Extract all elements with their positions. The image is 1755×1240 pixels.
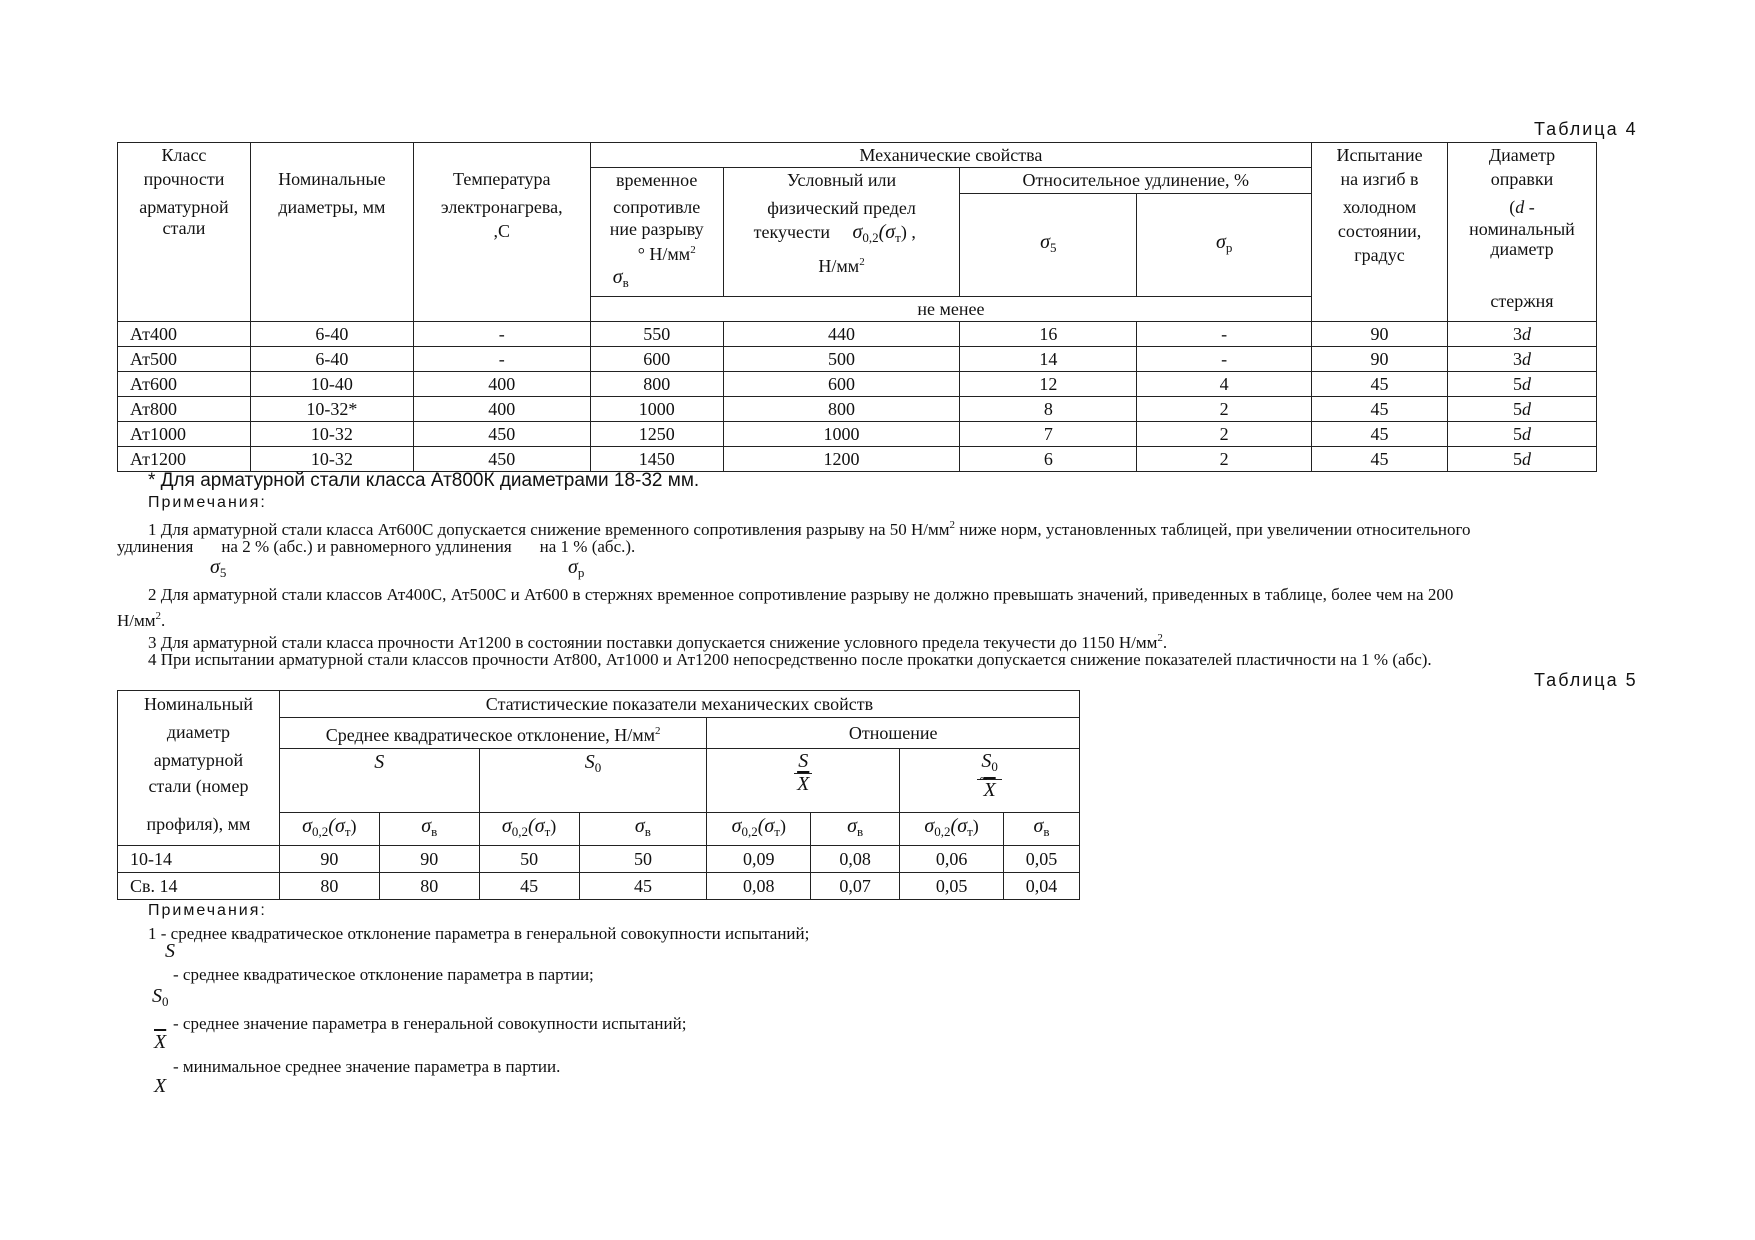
table4-row (118, 422, 1597, 447)
note5-4: - минимальное среднее значение параметра в партии. (173, 1057, 561, 1076)
cell-value: 0,05 (900, 873, 1004, 900)
cell-diameter: 10-32 (250, 422, 413, 447)
header-mandrel: Диаметр оправки (d - номинальный диаметр стержня (1448, 143, 1597, 322)
cell-tensile: 800 (590, 372, 723, 397)
t5-header-diameter: Номинальный диаметр арматурной стали (номер профиля), мм (118, 691, 280, 846)
cell-value: 50 (479, 846, 579, 873)
cell-yield: 440 (723, 322, 960, 347)
t5-header-S-over-X: $\frac{S}{X}$ (707, 749, 900, 813)
table4-caption: Таблица 4 (1534, 119, 1638, 139)
header-deltap: $\sigma_р$ (1137, 193, 1312, 296)
cell-bend: 90 (1312, 322, 1448, 347)
footnote-ат800к: * Для арматурной стали класса Ат800К диаметрами 18-32 мм. (148, 470, 700, 491)
header-elongation: Относительное удлинение, % (960, 168, 1312, 194)
header-mechanical: Механические свойства (590, 143, 1311, 168)
table5-caption: Таблица 5 (1534, 670, 1638, 690)
cell-mandrel: 3d (1448, 347, 1597, 372)
cell-value: 0,06 (900, 846, 1004, 873)
cell-class: Ат800 (118, 397, 251, 422)
cell-class: Ат1200 (118, 447, 251, 472)
cell-diameter: 6-40 (250, 322, 413, 347)
header-temperature: Температура электронагрева, ,С (413, 143, 590, 322)
note4-2: 2 Для арматурной стали классов Ат400С, Ат500С и Ат600 в стержнях временное сопротивление разрыву не должно превышать значений, приведенных в таблице, более чем на 200 (148, 585, 1454, 604)
note5-Xbar-symbol: $\overline{X}$ (154, 1031, 167, 1053)
cell-deltap: 2 (1137, 447, 1312, 472)
cell-mandrel: 5d (1448, 397, 1597, 422)
table5-row (118, 846, 1080, 873)
note4-2-cont: $Н/мм^2$. (117, 610, 166, 630)
t5-header-sko: Среднее квадратическое отклонение, $Н/мм^2$ (279, 718, 706, 749)
cell-class: Ат400 (118, 322, 251, 347)
t5-header-stat: Статистические показатели механических свойств (279, 691, 1079, 718)
cell-value: 90 (279, 846, 379, 873)
cell-deltap: 4 (1137, 372, 1312, 397)
table4 (117, 142, 1597, 472)
cell-class: Ат500 (118, 347, 251, 372)
cell-diameter: 10-32 (250, 447, 413, 472)
cell-delta5: 12 (960, 372, 1137, 397)
cell-bend: 45 (1312, 447, 1448, 472)
header-class: Класс прочности арматурной стали (118, 143, 251, 322)
note4-1-cont: удлинения на 2 % (абс.) и равномерного удлинения на 1 % (абс.). (117, 537, 636, 556)
cell-tensile: 550 (590, 322, 723, 347)
cell-bend: 45 (1312, 397, 1448, 422)
cell-yield: 600 (723, 372, 960, 397)
cell-class: Ат1000 (118, 422, 251, 447)
header-diameters: Номинальные диаметры, мм (250, 143, 413, 322)
t5-header-sigma02: $\sigma_{0,2}(\sigma_т)$ (707, 813, 811, 846)
cell-bend: 45 (1312, 372, 1448, 397)
note5-S0-symbol: $S_0$ (152, 985, 169, 1009)
cell-temperature: - (413, 322, 590, 347)
header-bend-test: Испытание на изгиб в холодном состоянии, градус (1312, 143, 1448, 322)
cell-delta5: 14 (960, 347, 1137, 372)
cell-tensile: 600 (590, 347, 723, 372)
t5-header-ratio: Отношение (707, 718, 1080, 749)
t5-header-sigma02: $\sigma_{0,2}(\sigma_т)$ (479, 813, 579, 846)
cell-yield: 800 (723, 397, 960, 422)
cell-temperature: 400 (413, 397, 590, 422)
cell-yield: 1200 (723, 447, 960, 472)
header-not-less: не менее (590, 297, 1311, 322)
table4-row (118, 322, 1597, 347)
cell-bend: 45 (1312, 422, 1448, 447)
cell-tensile: 1450 (590, 447, 723, 472)
note5-X-symbol: X (154, 1075, 167, 1097)
t5-header-S0: $S_0$ (479, 749, 707, 813)
cell-mandrel: 5d (1448, 372, 1597, 397)
notes4-label: Примечания: (148, 494, 267, 511)
note4-4: 4 При испытании арматурной стали классов прочности Ат800, Ат1000 и Ат1200 непосредственно после прокатки допускается снижение показателей пластичности на 1 % (абс). (148, 650, 1432, 669)
note4-delta5-symbol: $\sigma_5$ (210, 556, 227, 580)
cell-deltap: 2 (1137, 422, 1312, 447)
table5 (117, 690, 1080, 900)
cell-delta5: 8 (960, 397, 1137, 422)
t5-header-sigmav: $\sigma_в$ (1004, 813, 1080, 846)
cell-yield: 500 (723, 347, 960, 372)
notes5-label: Примечания: (148, 902, 267, 919)
t5-header-S0-over-X: $S_0$ ~ $\overline{X}$ (900, 749, 1080, 813)
cell-value: 50 (579, 846, 707, 873)
cell-deltap: - (1137, 347, 1312, 372)
cell-temperature: - (413, 347, 590, 372)
header-yield: Условный или физический предел текучести $\sigma_{0,2}(\sigma_т)$ , $Н/мм^2$ (723, 168, 960, 297)
note4-3: 3 Для арматурной стали класса прочности Ат1200 в состоянии поставки допускается снижение условного предела текучести до 1150 $Н/мм^2$. (148, 632, 1168, 652)
cell-diameter: Св. 14 (118, 873, 280, 900)
table4-row (118, 447, 1597, 472)
cell-mandrel: 5d (1448, 447, 1597, 472)
cell-value: 0,08 (811, 846, 900, 873)
cell-temperature: 400 (413, 372, 590, 397)
cell-temperature: 450 (413, 422, 590, 447)
cell-mandrel: 5d (1448, 422, 1597, 447)
t5-header-sigmav: $\sigma_в$ (811, 813, 900, 846)
cell-diameter: 10-14 (118, 846, 280, 873)
table4-row (118, 397, 1597, 422)
cell-value: 0,05 (1004, 846, 1080, 873)
cell-diameter: 10-40 (250, 372, 413, 397)
note5-3: - среднее значение параметра в генеральной совокупности испытаний; (173, 1014, 687, 1033)
cell-delta5: 16 (960, 322, 1137, 347)
note4-1: 1 Для арматурной стали класса Ат600С допускается снижение временного сопротивления разрыву на 50 $Н/мм^2$ ниже норм, установленных таблицей, при увеличении относительного (148, 519, 1471, 539)
t5-header-sigma02: $\sigma_{0,2}(\sigma_т)$ (900, 813, 1004, 846)
cell-value: 90 (379, 846, 479, 873)
note5-1: 1 - среднее квадратическое отклонение параметра в генеральной совокупности испытаний; (148, 924, 810, 943)
cell-bend: 90 (1312, 347, 1448, 372)
cell-diameter: 6-40 (250, 347, 413, 372)
header-delta5: $\sigma_5$ (960, 193, 1137, 296)
cell-mandrel: 3d (1448, 322, 1597, 347)
note4-deltap-symbol: $\sigma_р$ (568, 556, 585, 580)
t5-header-sigmav: $\sigma_в$ (579, 813, 707, 846)
t5-header-S: S (279, 749, 479, 813)
cell-tensile: 1000 (590, 397, 723, 422)
table4-row (118, 347, 1597, 372)
table4-row (118, 372, 1597, 397)
cell-temperature: 450 (413, 447, 590, 472)
note5-2: - среднее квадратическое отклонение параметра в партии; (173, 965, 594, 984)
note5-S-symbol: S (165, 940, 175, 962)
cell-deltap: - (1137, 322, 1312, 347)
cell-value: 80 (279, 873, 379, 900)
cell-delta5: 6 (960, 447, 1137, 472)
t5-header-sigmav: $\sigma_в$ (379, 813, 479, 846)
cell-value: 80 (379, 873, 479, 900)
cell-tensile: 1250 (590, 422, 723, 447)
cell-value: 45 (479, 873, 579, 900)
cell-value: 0,04 (1004, 873, 1080, 900)
cell-value: 0,08 (707, 873, 811, 900)
cell-yield: 1000 (723, 422, 960, 447)
t5-header-sigma02: $\sigma_{0,2}(\sigma_т)$ (279, 813, 379, 846)
cell-deltap: 2 (1137, 397, 1312, 422)
cell-delta5: 7 (960, 422, 1137, 447)
cell-class: Ат600 (118, 372, 251, 397)
cell-value: 0,07 (811, 873, 900, 900)
header-tensile: временное сопротивле ние разрыву ° $Н/мм^2$ $\sigma_в$ (590, 168, 723, 297)
cell-diameter: 10-32* (250, 397, 413, 422)
cell-value: 0,09 (707, 846, 811, 873)
cell-value: 45 (579, 873, 707, 900)
table5-row (118, 873, 1080, 900)
